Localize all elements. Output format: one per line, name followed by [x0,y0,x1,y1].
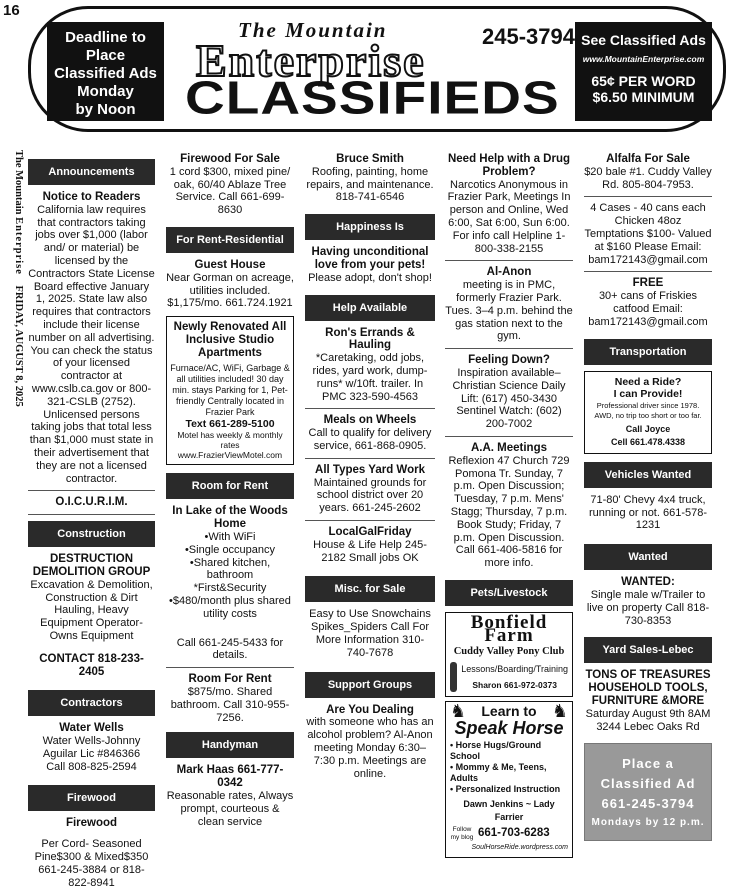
divider [305,520,435,521]
ad-body: House & Life Help 245-2182 Small jobs OK [313,538,427,564]
speak-horse-site[interactable]: SoulHorseRide.wordpress.com [471,843,568,851]
ad-body: $20 bale #1. Cuddy Valley Rd. 805-804-7953. [584,165,712,191]
ad-phone: Text 661-289-5100 [185,417,275,430]
ad-body: $875/mo. Shared bathroom. Call 310-955-7256. [170,685,290,724]
section-header-misc-for-sale: Misc. for Sale [305,576,435,602]
ad-title: LocalGalFriday [328,525,412,538]
page-number: 16 [3,2,20,19]
ad-body: 30+ cans of Friskies catfood Email: bam172143@gmail.com [588,290,708,328]
list-item: • Mommy & Me, Teens, Adults [450,762,547,784]
ad-body: Single male w/Trailer to live on property Call 818-730-8353 [586,588,710,627]
website-link[interactable]: www.MountainEnterprise.com [582,54,705,64]
ride-ad [584,371,712,454]
section-header-transportation: Transportation [584,339,712,365]
ad-body: Roofing, painting, home repairs, and maintenance. 818-741-6546 [306,165,434,204]
masthead-enterprise: Enterprise [196,35,426,86]
list-item: •Shared kitchen, bathroom [189,556,271,582]
speak-horse-names: Dawn Jenkins ~ Lady Farrier [463,799,555,822]
see-online-text: See Classified Ads [581,32,706,48]
column-1 [28,153,155,891]
divider [28,490,155,491]
divider [28,514,155,515]
section-header-happiness-is: Happiness Is [305,214,435,240]
ad-title: Ron's Errands & Hauling [325,326,415,352]
folio-text: The Mountain Enterprise FRIDAY, AUGUST 8, 2025 [13,150,24,407]
ad-title: FREE [632,277,664,290]
ad-body: California law requires that contractors taking jobs over $1,000 (labor and/ or material) be licensed by the Contractors State License Board effective January 1, 2025. State law also requires that contractors include their license number on all advertising. You can check the status of your licensed contractor at www.cslb.ca.gov or 800-321-CSLB (2752). Unlicensed persons taking jobs that total less than $1,000 must state in their advertisement that they are not a licensed contractor. [28,203,155,485]
deadline-box [47,22,164,121]
list-item: • Personalized Instruction [450,784,561,795]
ad-title: All Types Yard Work [315,463,425,476]
follow-blog-text: Follow my blog [450,825,474,841]
ad-body: meeting is in PMC, formerly Frazier Park. Tues. 3–4 p.m. behind the gas station next to the gym. [445,279,573,343]
speak-horse-ad [445,701,573,858]
ad-body: 1 cord $300, mixed pine/ oak, 60/40 Ablaze Tree Service. Call 661-699-8630 [169,165,291,217]
ad-body: Near Gorman on acreage, utilities included. $1,175/mo. 661.724.1921 [166,271,294,310]
ad-title: Al-Anon [486,266,532,279]
ad-body: 71-80' Chevy 4x4 truck, running or not. 661-578-1231 [588,493,708,532]
divider [584,196,712,197]
section-header-room-for-rent: Room for Rent [166,473,294,499]
ad-title: Water Wells [59,722,124,735]
section-header-contractors: Contractors [28,690,155,716]
speak-horse-phone: 661-703-6283 [478,827,550,840]
farm-contact: Sharon 661-972-0373 [472,679,557,690]
divider [445,436,573,437]
ad-body: Maintained grounds for school district over 20 years. 661-245-2602 [313,476,427,515]
divider [445,348,573,349]
divider [305,408,435,409]
list-item: •$480/month plus shared utility costs [169,594,291,620]
section-header-yard-sales-lebec: Yard Sales-Lebec [584,637,712,663]
place-ad-line: Place a [622,756,674,772]
place-a-classified-ad-box [584,743,712,841]
ad-body: Inspiration available– Christian Science Daily Lift: (617) 450-3430 Sentinel Watch: (602) 200-7002 [452,366,566,431]
ad-body: Professional driver since 1978. AWD, no trip too short or too far. [594,401,702,420]
ad-body: Per Cord- Seasoned Pine$300 & Mixed$350 661-245-3884 or 818-822-8941 [34,838,149,889]
section-header-help-available: Help Available [305,295,435,321]
ad-body: with someone who has an alcohol problem? Al-Anon meeting Monday 6:30–7:30 p.m. Meetings are online. [306,716,434,780]
ad-body: Furnace/AC, WiFi, Garbage & all utilities included! 30 day min. stays Parking for 1, Pet-friendly Centrally located in Frazier Park [170,362,290,417]
ad-contact: CONTACT 818-233-2405 [39,652,144,678]
section-header-vehicles-wanted: Vehicles Wanted [584,462,712,488]
motel-ad [166,316,294,465]
horse-icon: ♞ [551,701,568,722]
section-header-wanted: Wanted [584,544,712,570]
ad-body: Narcotics Anonymous in Frazier Park, Meetings In person and Online, Wed 6:00, Sat 6:00, Sun 6:00. For info call Helpline 1-800-338-2155 [447,178,571,255]
column-5 [584,153,712,841]
divider [584,271,712,272]
ad-body: Please adopt, don't shop! [308,271,432,284]
section-header-support-groups: Support Groups [305,672,435,698]
ad-title: DESTRUCTION DEMOLITION GROUP [32,553,151,578]
ad-title: Firewood For Sale [180,153,280,165]
section-header-construction: Construction [28,521,155,547]
ad-title: Room For Rent [188,673,272,686]
ad-contact: Call Joyce [625,424,671,435]
place-ad-deadline: Mondays by 12 p.m. [591,817,705,829]
ad-title: Guest House [194,258,266,271]
list-item: •With WiFi [204,530,256,543]
list-item: *First&Security [193,582,267,595]
section-header-for-rent-residential: For Rent-Residential [166,227,294,253]
ad-title: O.I.C.U.R.I.M. [55,496,128,509]
masthead-classifieds: CLASSIFIEDS [185,70,560,124]
place-ad-phone: 661-245-3794 [601,796,695,812]
ad-title: Meals on Wheels [323,414,417,427]
list-item: •Single occupancy [184,543,276,556]
farm-services: Lessons/Boarding/Training [461,664,568,674]
masthead-the-mountain: The Mountain [238,18,388,42]
ad-foot: Motel has weekly & monthly rates www.FrazierViewMotel.com [177,430,283,461]
ad-title: TONS OF TREASURES HOUSEHOLD TOOLS, FURNITURE &MORE [585,669,711,707]
deadline-line: Classified Ads [54,65,157,82]
ad-body: 4 Cases - 40 cans each Chicken 48oz Temptations $100- Valued at $160 Please Email: bam172143@gmail.com [584,202,712,266]
divider [305,458,435,459]
ad-body: Easy to Use Snowchains Spikes_Spiders Call For More Information 310-740-7678 [309,608,431,659]
ad-body: Call 661-245-5433 for details. [176,636,284,662]
masthead-phone: 245-3794 [482,24,575,49]
ad-title: Firewood [65,817,118,830]
section-header-announcements: Announcements [28,159,155,185]
ad-title: Need Help with a Drug Problem? [447,153,571,178]
sidebar-folio [8,150,24,870]
deadline-line: Deadline to Place [65,29,146,64]
section-header-firewood: Firewood [28,785,155,811]
ad-title: Need a Ride? [614,375,682,388]
minimum-text: $6.50 MINIMUM [592,89,695,105]
list-item: • Horse Hugs/Ground School [450,740,542,762]
section-header-handyman: Handyman [166,732,294,758]
club-name: Cuddy Valley Pony Club [453,645,565,657]
ad-body: Saturday August 9th 8AM 3244 Lebec Oaks Rd [585,707,711,733]
horse-icon: ♞ [450,701,467,722]
horse-badge-icon [450,662,457,692]
farm-name: Bonfield Farm [470,611,548,646]
ad-title: Having unconditional love from your pets! [311,246,429,271]
ad-title: Newly Renovated All Inclusive Studio Apartments [173,321,287,359]
bonfield-farm-ad [445,612,573,697]
ad-title: Bruce Smith [336,153,404,165]
ad-title: Feeling Down? [468,354,550,367]
divider [166,667,294,668]
ad-body: Water Wells-Johnny Aguilar Lic #846366 Call 808-825-2594 [42,735,141,773]
ad-title: In Lake of the Woods Home [172,505,288,531]
speak-horse-title: Speak Horse [454,718,564,739]
rates-box [575,22,712,121]
ad-body: *Caretaking, odd jobs, rides, yard work, dump-runs* w/10ft. trailer. In PMC 323-590-4563 [312,352,428,403]
deadline-line: Monday [77,83,134,100]
ad-body: Reasonable rates, Always prompt, courteous & clean service [166,789,294,828]
column-2 [166,153,294,830]
deadline-line: by Noon [75,101,136,118]
ad-title: I can Provide! [613,388,683,401]
ad-body: Call to qualify for delivery service, 661-868-0905. [308,427,432,452]
section-header-pets-livestock: Pets/Livestock [445,580,573,606]
ad-phone: Cell 661.478.4338 [610,436,686,447]
ad-title: Are You Dealing [326,703,414,716]
column-3 [305,153,435,782]
ad-body: Excavation & Demolition, Construction & Dirt Hauling, Heavy Equipment Operator-Owns Equipment [30,578,153,642]
ad-title: WANTED: [621,576,675,589]
ad-title: Mark Haas 661-777-0342 [176,764,284,790]
ad-body: Reflexion 47 Church 729 Pomona Tr. Sunday, 7 p.m. Open Discussion; Tuesday, 7 p.m. Mens' Stagg; Thursday, 7 p.m. Book Study; Friday, 7 p.m. Open Discussion. Call 661-406-5816 for more info. [448,454,570,570]
ad-title: Notice to Readers [42,191,141,203]
ad-title: Alfalfa For Sale [606,153,690,165]
learn-to-text: Learn to [481,703,537,720]
column-4 [445,153,573,858]
divider [445,260,573,261]
ad-title: A.A. Meetings [470,441,548,454]
rate-text: 65¢ PER WORD [591,73,696,89]
place-ad-line: Classified Ad [600,776,696,792]
